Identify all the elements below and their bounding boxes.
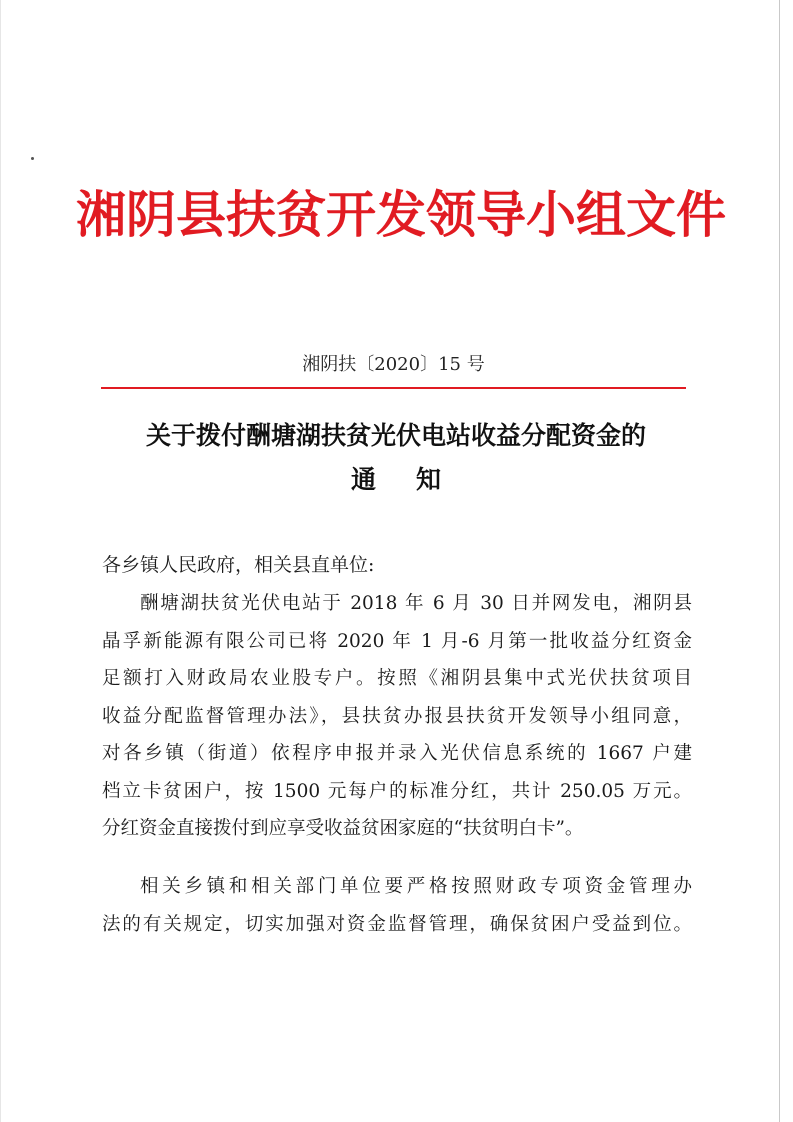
document-masthead: 湘阴县扶贫开发领导小组文件 [76, 185, 726, 244]
paragraph-line: 收益分配监督管理办法》，县扶贫办报县扶贫开发领导小组同意， [102, 705, 692, 727]
document-title-line-2: 通知 [350, 465, 481, 494]
paragraph-line: 晶孚新能源有限公司已将 2020 年 1 月-6 月第一批收益分红资金 [102, 630, 692, 652]
body-paragraph-1 [102, 585, 692, 848]
document-title [91, 414, 701, 502]
document-number: 湘阴扶〔2020〕15 号 [302, 354, 485, 375]
red-separator-rule [101, 387, 686, 389]
scan-edge-line [779, 0, 780, 1122]
scan-speck [31, 157, 34, 160]
paragraph-line: 档立卡贫困户，按 1500 元每户的标准分红，共计 250.05 万元。 [102, 780, 692, 802]
paragraph-line: 对各乡镇（街道）依程序申报并录入光伏信息系统的 1667 户建 [102, 743, 692, 764]
paragraph-line: 分红资金直接拨付到应享受收益贫困家庭的“扶贫明白卡”。 [102, 818, 584, 839]
paragraph-line: 足额打入财政局农业股专户。按照《湘阴县集中式光伏扶贫项目 [102, 668, 692, 689]
paragraph-line: 酬塘湖扶贫光伏电站于 2018 年 6 月 30 日并网发电，湘阴县 [140, 593, 692, 614]
body-paragraph-2 [102, 868, 692, 943]
salutation: 各乡镇人民政府，相关县直单位: [102, 554, 375, 576]
paragraph-line: 相关乡镇和相关部门单位要严格按照财政专项资金管理办 [140, 876, 692, 897]
paragraph-line: 法的有关规定，切实加强对资金监督管理，确保贫困户受益到位。 [102, 913, 692, 935]
document-title-line-1: 关于拨付酬塘湖扶贫光伏电站收益分配资金的 [145, 421, 646, 450]
